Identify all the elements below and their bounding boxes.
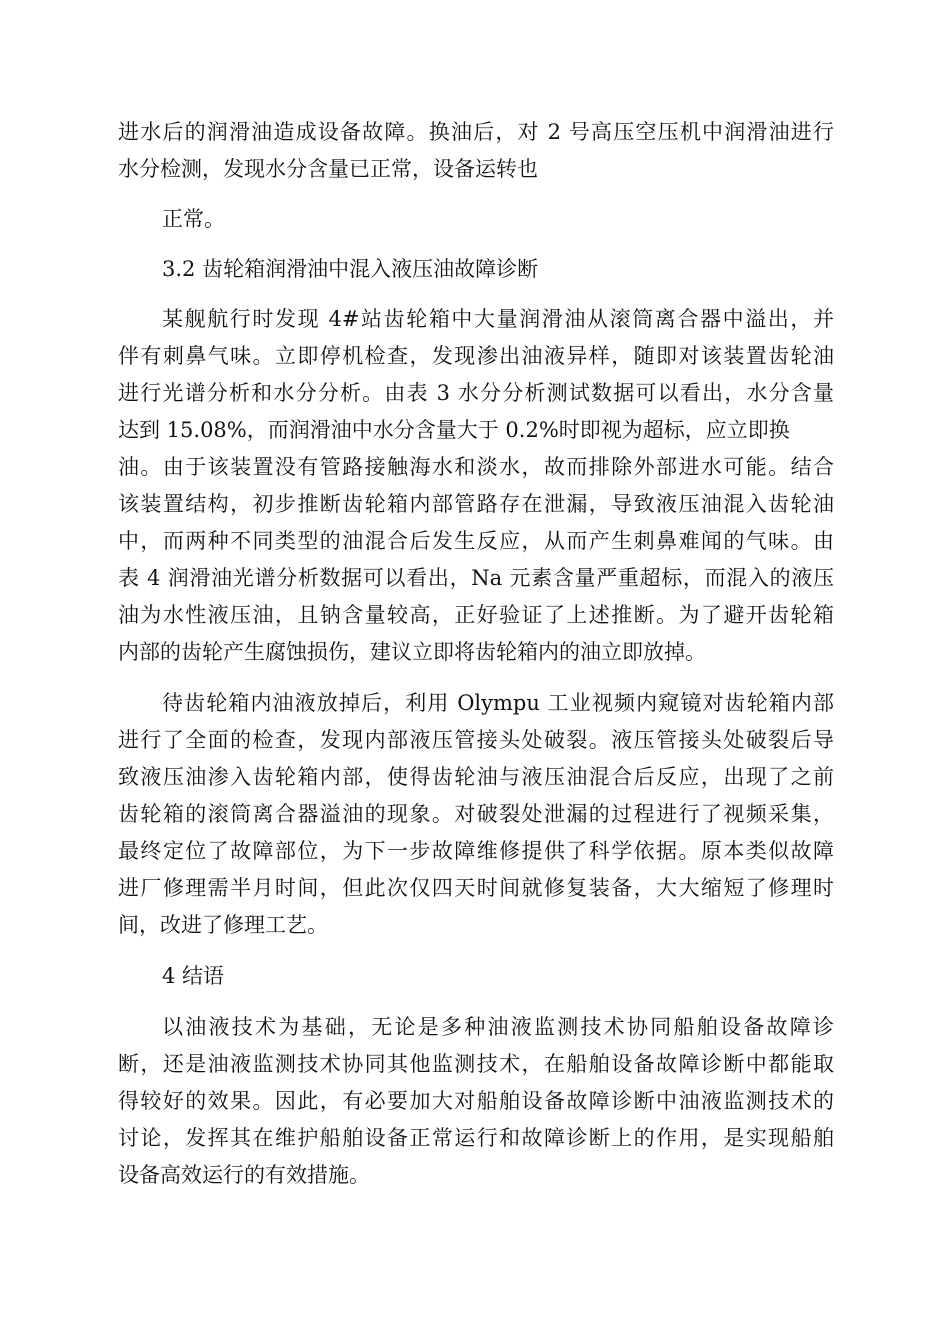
text-line: 致液压油渗入齿轮箱内部，使得齿轮油与液压油混合后反应，出现了之前 (118, 765, 834, 789)
text-line: 间，改进了修理工艺。 (118, 913, 328, 937)
paragraph-normal (118, 201, 834, 238)
paragraph-conclusion (118, 1009, 834, 1194)
text-line: 伴有刺鼻气味。立即停机检查，发现渗出油液异样，随即对该装置齿轮油 (118, 344, 834, 368)
text-line: 待齿轮箱内油液放掉后，利用 Olympu 工业视频内窥镜对齿轮箱内部 (162, 691, 834, 715)
section-heading-4 (118, 958, 834, 995)
text-line: 该装置结构，初步推断齿轮箱内部管路存在泄漏，导致液压油混入齿轮油 (118, 492, 834, 516)
text-line: 正常。 (162, 207, 225, 231)
paragraph-gearbox-diagnosis (118, 301, 834, 671)
text-line: 讨论，发挥其在维护船舶设备正常运行和故障诊断上的作用，是实现船舶 (118, 1126, 834, 1150)
text-line: 内部的齿轮产生腐蚀损伤，建议立即将齿轮箱内的油立即放掉。 (118, 640, 706, 664)
text-line: 进行光谱分析和水分分析。由表 3 水分分析测试数据可以看出，水分含量 (118, 381, 834, 405)
text-line: 齿轮箱的滚筒离合器溢油的现象。对破裂处泄漏的过程进行了视频采集， (118, 802, 834, 826)
text-line: 表 4 润滑油光谱分析数据可以看出，Na 元素含量严重超标，而混入的液压 (118, 566, 834, 590)
paragraph-oil-change-result (118, 114, 834, 188)
text-line: 某舰航行时发现 4#站齿轮箱中大量润滑油从滚筒离合器中溢出，并 (162, 307, 834, 331)
paragraph-endoscope-inspection (118, 685, 834, 944)
section-heading-text: 3.2 齿轮箱润滑油中混入液压油故障诊断 (162, 257, 539, 281)
text-line: 最终定位了故障部位，为下一步故障维修提供了科学依据。原本类似故障 (118, 839, 834, 863)
text-line: 水分检测，发现水分含量已正常，设备运转也 (118, 157, 538, 181)
text-line: 进厂修理需半月时间，但此次仅四天时间就修复装备，大大缩短了修理时 (118, 876, 834, 900)
text-line: 以油液技术为基础，无论是多种油液监测技术协同船舶设备故障诊 (162, 1015, 834, 1039)
section-heading-3-2 (118, 251, 834, 288)
text-line: 油。由于该装置没有管路接触海水和淡水，故而排除外部进水可能。结合 (118, 455, 834, 479)
text-line: 进水后的润滑油造成设备故障。换油后，对 2 号高压空压机中润滑油进行 (118, 120, 834, 144)
document-page (118, 114, 834, 1194)
text-line: 进行了全面的检查，发现内部液压管接头处破裂。液压管接头处破裂后导 (118, 728, 834, 752)
text-line: 达到 15.08%，而润滑油中水分含量大于 0.2%时即视为超标，应立即换 (118, 418, 790, 442)
section-heading-text: 4 结语 (162, 964, 225, 988)
text-line: 断，还是油液监测技术协同其他监测技术，在船舶设备故障诊断中都能取 (118, 1052, 834, 1076)
text-line: 中，而两种不同类型的油混合后发生反应，从而产生刺鼻难闻的气味。由 (118, 529, 834, 553)
text-line: 油为水性液压油，且钠含量较高，正好验证了上述推断。为了避开齿轮箱 (118, 603, 834, 627)
text-line: 得较好的效果。因此，有必要加大对船舶设备故障诊断中油液监测技术的 (118, 1089, 834, 1113)
text-line: 设备高效运行的有效措施。 (118, 1163, 370, 1187)
